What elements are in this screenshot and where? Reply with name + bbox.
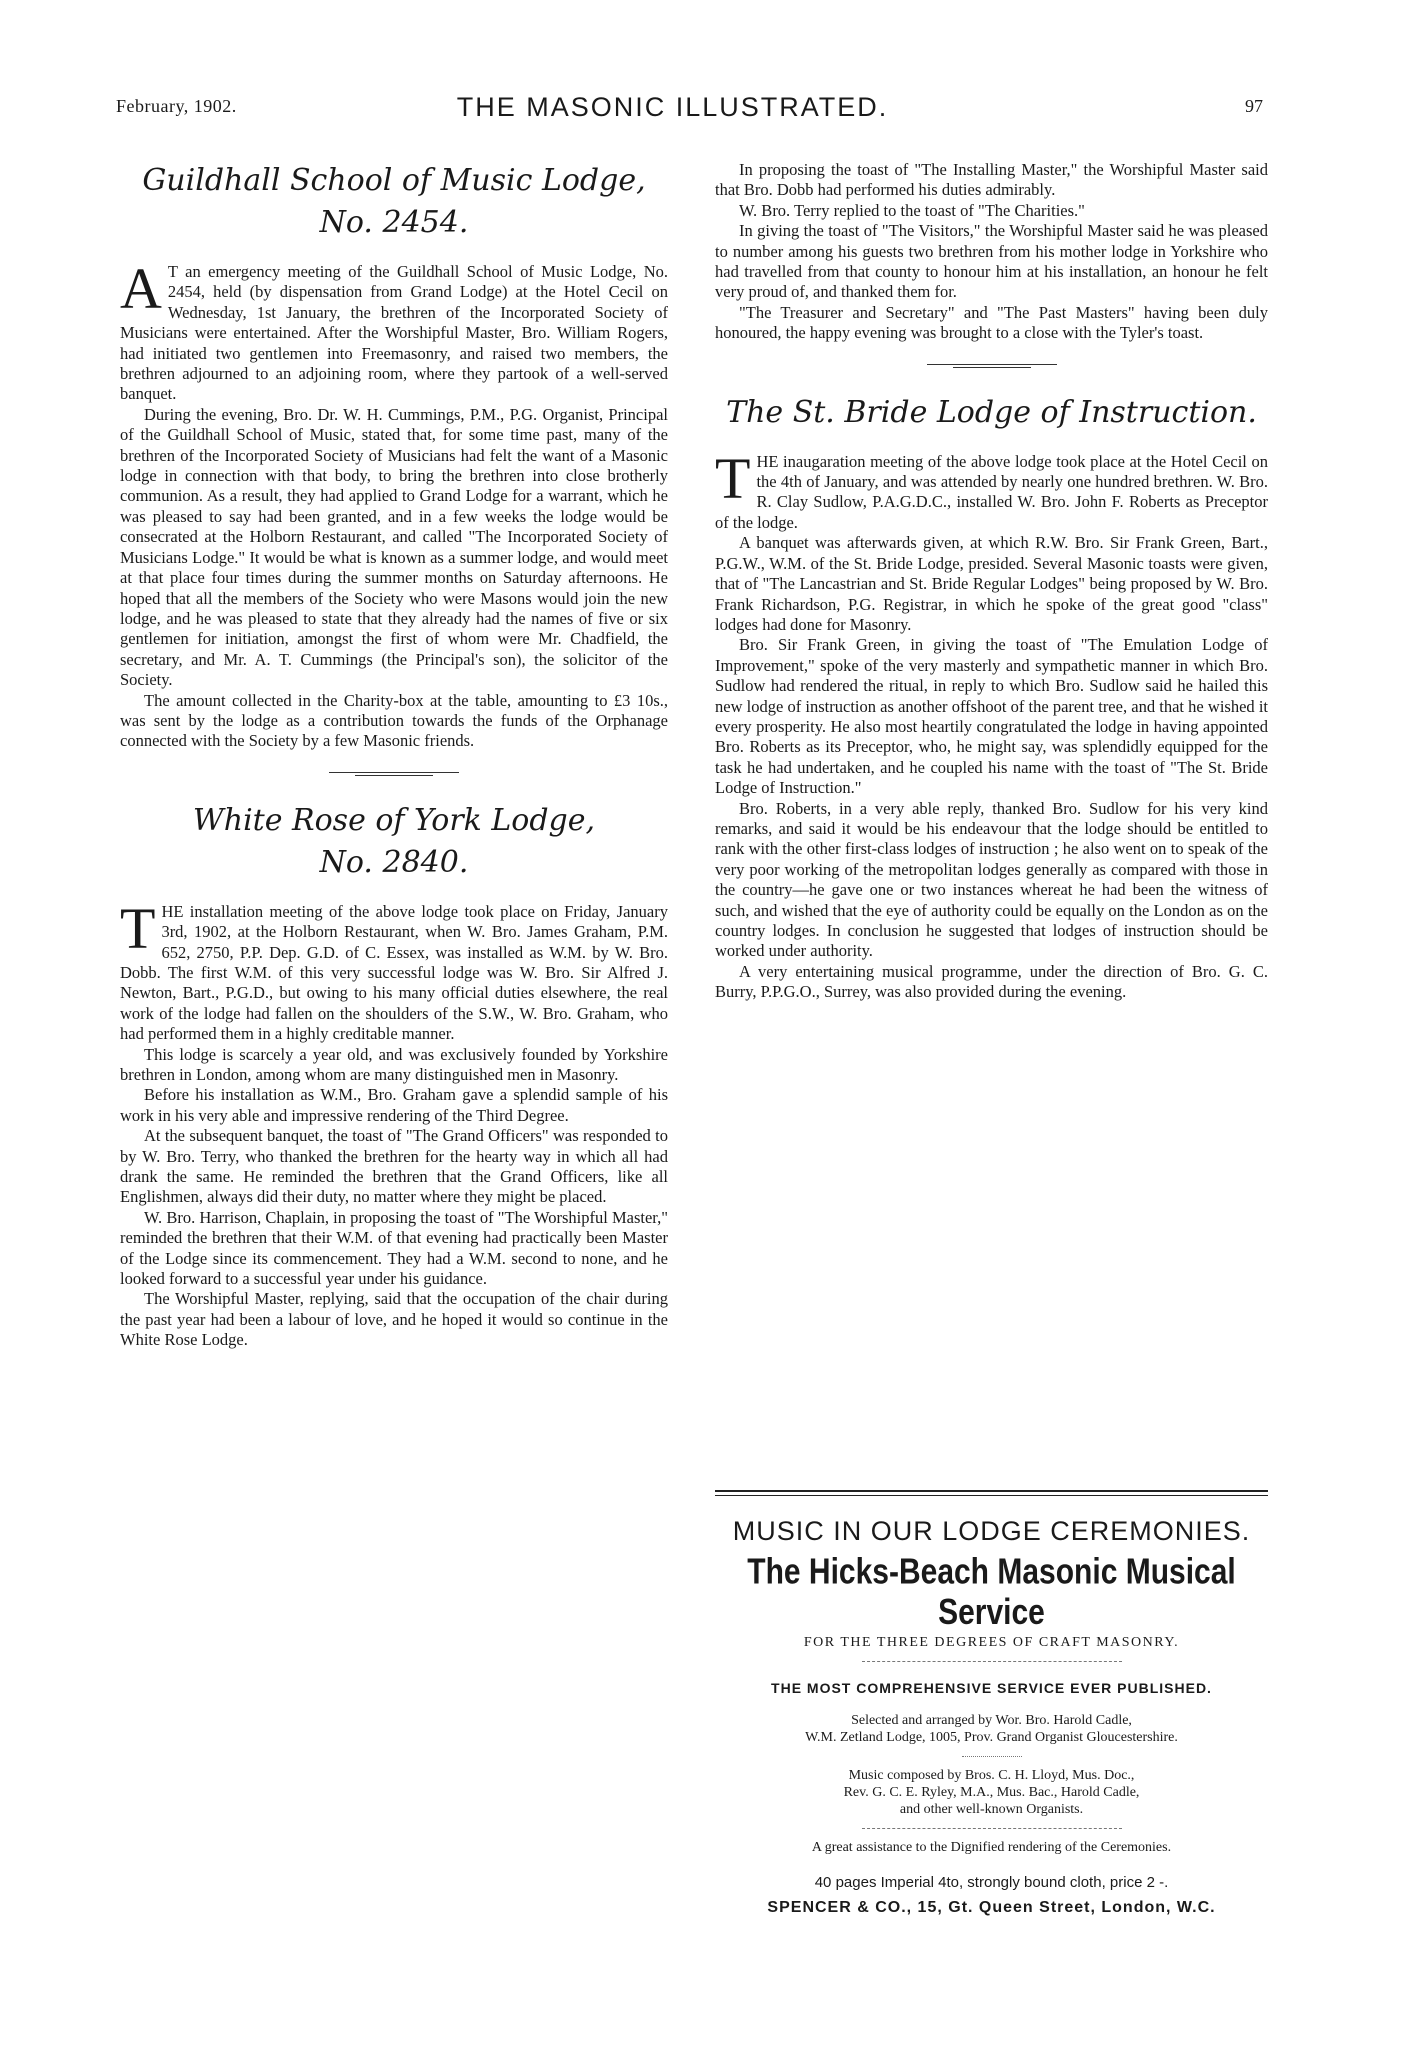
article-paragraph: In proposing the toast of "The Installing Master," the Worshipful Master said that Bro. Dobb had performed his duties admirably. (715, 160, 1268, 200)
ad-arranged (715, 1712, 1268, 1746)
article-paragraph (120, 256, 668, 405)
ad-top-rule (715, 1490, 1268, 1492)
section-separator (329, 772, 459, 776)
article-paragraph: This lodge is scarcely a year old, and was exclusively founded by Yorkshire brethren in London, among whom are many distinguished men in Masonry. (120, 1044, 668, 1084)
ad-product-name: The Hicks-Beach Masonic Musical Service (747, 1552, 1236, 1633)
ad-top-rule-thin (715, 1495, 1268, 1496)
ad-composed-line-3: and other well-known Organists. (899, 1802, 1084, 1817)
drop-cap: T (715, 445, 751, 511)
article-paragraph: At the subsequent banquet, the toast of "The Grand Officers" was responded to by W. Bro. Terry, who thanked the brethren for the hearty way in which all had drank the same. He reminded the brethren that the Grand Officers, like all Englishmen, always did their duty, no matter where they might be placed. (120, 1126, 668, 1207)
ad-publisher: SPENCER & CO., 15, Gt. Queen Street, London, W.C. (767, 1899, 1216, 1916)
article-heading (120, 800, 668, 884)
article-paragraph (715, 445, 1268, 534)
article-guildhall (120, 160, 668, 752)
ad-tagline: THE MOST COMPREHENSIVE SERVICE EVER PUBLISHED. (771, 1680, 1212, 1696)
drop-cap: A (120, 256, 162, 321)
right-column (715, 160, 1268, 1003)
heading-line-1: White Rose of York Lodge, (192, 802, 596, 838)
article-paragraph: W. Bro. Terry replied to the toast of "The Charities." (739, 200, 1085, 220)
article-heading: The St. Bride Lodge of Instruction. (726, 394, 1257, 430)
article-paragraph: The Worshipful Master, replying, said that the occupation of the chair during the past year had been a labour of love, and he hoped it would so continue in the White Rose Lodge. (120, 1289, 668, 1350)
article-paragraph: The amount collected in the Charity-box at the table, amounting to £3 10s., was sent by the lodge as a contribution towards the funds of the Orphanage connected with the Society by a few Masonic friends. (120, 690, 668, 751)
article-whiterose-continued (715, 160, 1268, 344)
article-paragraph: Bro. Roberts, in a very able reply, thanked Bro. Sudlow for his very kind remarks, and said it would be his endeavour that the lodge should be entitled to rank with the other first-class lodges of instruction ; he also went on to speak of the very poor working of the metropolitan lodges generally as compared with those in the country—he gave one or two instances whereat he had been the witness of such, and wished that the eye of authority could be equally on the London as on the country lodges. In conclusion he suggested that lodges of instruction should be worked under authority. (715, 798, 1268, 961)
article-stbride (715, 392, 1268, 1003)
issue-date: February, 1902. (116, 96, 237, 116)
ad-arranged-line-1: Selected and arranged by Wor. Bro. Harold Cadle, (851, 1713, 1132, 1728)
ad-title: MUSIC IN OUR LODGE CEREMONIES. (732, 1516, 1251, 1546)
article-paragraph: Before his installation as W.M., Bro. Graham gave a splendid sample of his work in his very able and impressive rendering of the Third Degree. (120, 1085, 668, 1125)
ad-divider (862, 1661, 1122, 1662)
article-paragraph: Bro. Sir Frank Green, in giving the toast of "The Emulation Lodge of Improvement," spoke of the very masterly and sympathetic manner in which Bro. Sudlow had rendered the ritual, in reply to which Bro. Sudlow said he hailed this new lodge of instruction as another offshoot of the parent tree, and that he wished it every prosperity. He also most heartily congratulated the lodge in having appointed Bro. Roberts as its Preceptor, who, he might say, was splendidly equipped for the task he had undertaken, and he coupled his name with the toast of "The St. Bride Lodge of Instruction." (715, 635, 1268, 798)
article-paragraph: "The Treasurer and Secretary" and "The Past Masters" having been duly honoured, the happy evening was brought to a close with the Tyler's toast. (715, 302, 1268, 343)
heading-line-2: No. 2840. (319, 844, 469, 880)
article-paragraph: W. Bro. Harrison, Chaplain, in proposing the toast of "The Worshipful Master," reminded the brethren that their W.M. of that evening had practically been Master of the Lodge since its commencement. They had a W.M. second to none, and he looked forward to a successful year under his guidance. (120, 1207, 668, 1289)
article-paragraph: During the evening, Bro. Dr. W. H. Cummings, P.M., P.G. Organist, Principal of the Guildhall School of Music, stated that, for some time past, many of the brethren of the Incorporated Society of Musicians had felt the want of a Masonic lodge in connection with that body, to bring the brethren into close brotherly communion. As a result, they had applied to Grand Lodge for a warrant, which he was pleased to say had been granted, and in a few weeks the lodge would be consecrated at the Holborn Restaurant, and called "The Incorporated Society of Musicians Lodge." It would be what is known as a summer lodge, and would meet at that place four times during the summer months on Saturday afternoons. He hoped that all the members of the Society who were Masons would join the new lodge, and he was pleased to state that they already had the names of five or six gentlemen for initiation, amongst the first of whom were Mr. Chadfield, the secretary, and Mr. A. T. Cummings (the Principal's son), the solicitor of the Society. (120, 404, 668, 690)
page-header (80, 92, 1265, 132)
ad-assistance: A great assistance to the Dignified rendering of the Ceremonies. (811, 1840, 1172, 1855)
ad-subtitle: FOR THE THREE DEGREES OF CRAFT MASONRY. (803, 1635, 1180, 1650)
article-whiterose (120, 800, 668, 1351)
left-column (120, 160, 668, 1351)
advertisement (715, 1490, 1268, 1917)
article-paragraph (120, 895, 668, 1045)
ad-divider (862, 1828, 1122, 1829)
drop-cap: T (120, 895, 156, 961)
paragraph-text: HE inaugaration meeting of the above lodge took place at the Hotel Cecil on the 4th of January, and was attended by nearly one hundred brethren. W. Bro. R. Clay Sudlow, P.A.G.D.C., installed W. Bro. John F. Roberts as Preceptor of the lodge. (715, 451, 1268, 532)
ad-composed (715, 1767, 1268, 1818)
paragraph-text: T an emergency meeting of the Guildhall School of Music Lodge, No. 2454, held (by dispensation from Grand Lodge) at the Hotel Cecil on Wednesday, 1st January, the brethren of the Incorporated Society of Musicians were entertained. After the Worshipful Master, Bro. William Rogers, had initiated two gentlemen into Freemasonry, and raised two members, the brethren adjourned to an adjoining room, where they partook of a well-served banquet. (120, 262, 668, 404)
ad-divider (962, 1756, 1022, 1757)
article-paragraph: A very entertaining musical programme, under the direction of Bro. G. C. Burry, P.P.G.O., Surrey, was also provided during the evening. (715, 961, 1268, 1002)
article-paragraph: In giving the toast of "The Visitors," the Worshipful Master said he was pleased to number among his guests two brethren from his mother lodge in Yorkshire who had travelled from that county to honour him at his installation, an honour he felt very proud of, and thanked them for. (715, 221, 1268, 302)
ad-composed-line-2: Rev. G. C. E. Ryley, M.A., Mus. Bac., Harold Cadle, (843, 1785, 1140, 1800)
article-heading (120, 160, 668, 244)
ad-composed-line-1: Music composed by Bros. C. H. Lloyd, Mus. Doc., (848, 1768, 1135, 1783)
article-paragraph: A banquet was afterwards given, at which R.W. Bro. Sir Frank Green, Bart., P.G.W., W.M. of the St. Bride Lodge, presided. Several Masonic toasts were given, that of "The Lancastrian and St. Bride Regular Lodges" being proposed by W. Bro. Frank Richardson, P.G. Registrar, in which he spoke of the great good "class" lodges had done for Masonry. (715, 533, 1268, 634)
paragraph-text: HE installation meeting of the above lodge took place on Friday, January 3rd, 1902, at the Holborn Restaurant, when W. Bro. James Graham, P.M. 652, 2750, P.P. Dep. G.D. of C. Essex, was installed as W.M. by W. Bro. Dobb. The first W.M. of this very successful lodge was W. Bro. Sir Alfred J. Newton, Bart., P.G.D., but owing to his many official duties elsewhere, the real work of the lodge had fallen on the shoulders of the S.W., W. Bro. Graham, who had performed them in a highly creditable manner. (120, 901, 668, 1044)
heading-line-1: Guildhall School of Music Lodge, (142, 163, 646, 198)
ad-price: 40 pages Imperial 4to, strongly bound cloth, price 2 -. (814, 1874, 1169, 1891)
section-separator (927, 364, 1057, 368)
publication-title: THE MASONIC ILLUSTRATED. (456, 92, 889, 122)
ad-arranged-line-2: W.M. Zetland Lodge, 1005, Prov. Grand Organist Gloucestershire. (805, 1730, 1178, 1745)
page-number: 97 (1245, 96, 1263, 116)
heading-line-2: No. 2454. (319, 205, 469, 240)
